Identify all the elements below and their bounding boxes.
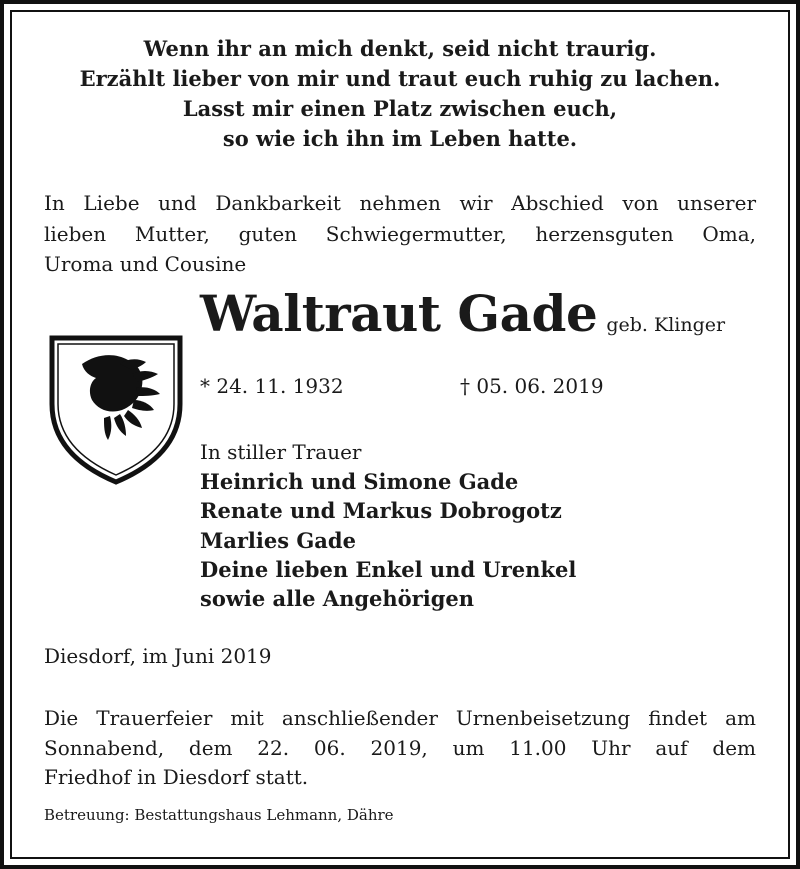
poem	[20, 34, 780, 154]
funeral-home-credit: Betreuung: Bestattungshaus Lehmann, Dähre	[44, 806, 394, 824]
poem-line: Erzählt lieber von mir und traut euch ruhig zu lachen.	[79, 66, 721, 91]
deceased-name-row	[200, 284, 725, 343]
mourner-name: Renate und Markus Dobrogotz	[200, 498, 562, 524]
poem-line: Wenn ihr an mich denkt, seid nicht traurig.	[143, 36, 657, 61]
mourner-name: Marlies Gade	[200, 527, 356, 553]
funeral-notice	[44, 704, 756, 793]
intro-line: lieben Mutter, guten Schwiegermutter, herzensguten Oma,	[44, 221, 756, 246]
funeral-line: Friedhof in Diesdorf statt.	[44, 765, 309, 789]
coat-of-arms-icon	[48, 334, 184, 486]
funeral-line: Sonnabend, dem 22. 06. 2019, um 11.00 Uhr auf dem	[44, 735, 756, 760]
mourners-block	[200, 438, 576, 613]
intro-text	[44, 188, 756, 280]
deceased-name: Waltraut Gade	[200, 284, 598, 343]
intro-line: In Liebe und Dankbarkeit nehmen wir Abschied von unserer	[44, 191, 756, 215]
mourner-name: sowie alle Angehörigen	[200, 586, 475, 612]
poem-line: so wie ich ihn im Leben hatte.	[222, 126, 578, 151]
mourner-name: Deine lieben Enkel und Urenkel	[200, 556, 577, 582]
intro-line: Uroma und Cousine	[44, 252, 247, 276]
place-date: Diesdorf, im Juni 2019	[44, 644, 272, 668]
death-date: † 05. 06. 2019	[460, 374, 604, 398]
mourning-label: In stiller Trauer	[200, 440, 362, 464]
mourner-name: Heinrich und Simone Gade	[200, 469, 519, 494]
poem-line: Lasst mir einen Platz zwischen euch,	[182, 96, 618, 121]
birth-date: * 24. 11. 1932	[200, 374, 344, 398]
maiden-name: geb. Klinger	[606, 314, 726, 336]
funeral-line: Die Trauerfeier mit anschließender Urnenbeisetzung findet am	[44, 706, 756, 730]
